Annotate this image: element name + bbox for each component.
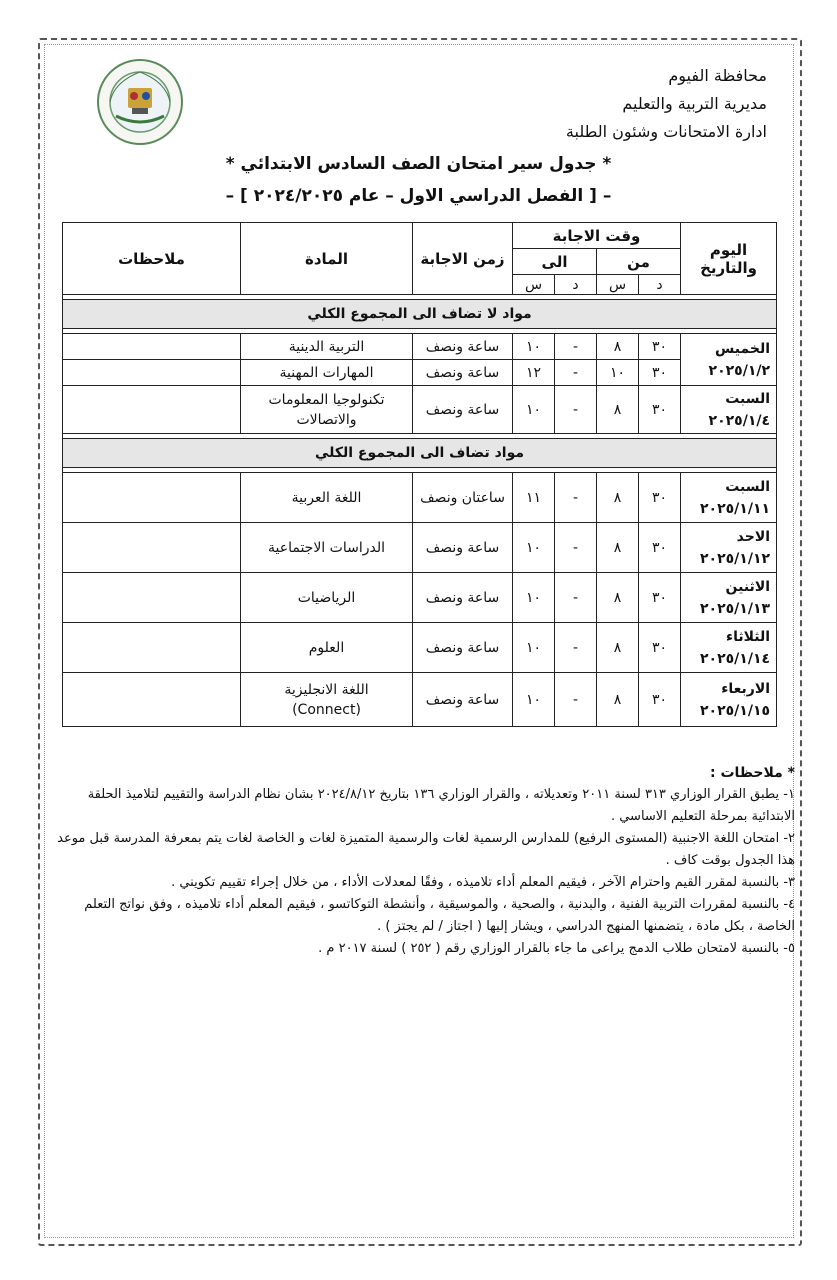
day-date: ٢٠٢٥/١/٢ — [708, 362, 771, 379]
from-min: ٣٠ — [639, 673, 681, 727]
notes-cell — [63, 360, 241, 386]
day-date: ٢٠٢٥/١/١٤ — [700, 650, 771, 667]
notes-cell — [63, 386, 241, 434]
day-name: الاثنين — [725, 578, 771, 595]
day-name: السبت — [725, 390, 771, 407]
duration: ساعة ونصف — [413, 523, 513, 573]
from-hour: ١٠ — [597, 360, 639, 386]
day-date: ٢٠٢٥/١/١٥ — [700, 702, 771, 719]
header-answer-time: وقت الاجابة — [513, 223, 681, 249]
to-hour: ١١ — [513, 473, 555, 523]
from-hour: ٨ — [597, 473, 639, 523]
header-to-min: د — [555, 275, 597, 295]
to-min: - — [555, 386, 597, 434]
section-counted: مواد تضاف الى المجموع الكلي — [63, 439, 777, 468]
day-date: ٢٠٢٥/١/١٢ — [700, 550, 771, 567]
from-min: ٣٠ — [639, 473, 681, 523]
from-hour: ٨ — [597, 334, 639, 360]
day-cell — [681, 473, 777, 523]
day-cell — [681, 573, 777, 623]
from-hour: ٨ — [597, 523, 639, 573]
duration: ساعة ونصف — [413, 623, 513, 673]
to-min: - — [555, 573, 597, 623]
from-min: ٣٠ — [639, 573, 681, 623]
header-to: الى — [513, 249, 597, 275]
day-name: السبت — [725, 478, 771, 495]
directorate-name: مديرية التربية والتعليم — [622, 94, 767, 113]
day-name: الاربعاء — [721, 680, 771, 697]
day-date: ٢٠٢٥/١/١١ — [700, 500, 771, 517]
note-item: ٣- بالنسبة لمقرر القيم واحترام الآخر ، فيقيم المعلم أداء تلاميذه ، وفقًا لمعدلات الأداء ، من خلال إجراء تقييم تكويني . — [171, 875, 795, 890]
header-day-date: اليوم والتاريخ — [681, 223, 777, 295]
header-block — [566, 62, 767, 146]
to-hour: ١٢ — [513, 360, 555, 386]
from-min: ٣٠ — [639, 523, 681, 573]
note-item: ٢- امتحان اللغة الاجنبية (المستوى الرفيع) للمدارس الرسمية لغات والرسمية المتميزة لغات و الخاصة لغات يتم بمعرفة المدرسة قبل موعد هذا الجدول بوقت كاف . — [57, 831, 795, 868]
to-min: - — [555, 334, 597, 360]
to-hour: ١٠ — [513, 334, 555, 360]
to-min: - — [555, 673, 597, 727]
from-min: ٣٠ — [639, 360, 681, 386]
from-hour: ٨ — [597, 623, 639, 673]
schedule-subtitle: – [ الفصل الدراسي الاول – عام ٢٠٢٤/٢٠٢٥ ] – — [225, 186, 612, 206]
subject: المهارات المهنية — [241, 360, 413, 386]
subject: اللغة العربية — [241, 473, 413, 523]
day-name: الخميس — [715, 340, 771, 357]
day-cell — [681, 523, 777, 573]
subject-line-2: (Connect) — [292, 701, 361, 718]
duration: ساعة ونصف — [413, 334, 513, 360]
to-min: - — [555, 623, 597, 673]
subject: تكنولوجيا المعلومات والاتصالات — [241, 386, 413, 434]
to-min: - — [555, 360, 597, 386]
to-hour: ١٠ — [513, 673, 555, 727]
duration: ساعتان ونصف — [413, 473, 513, 523]
day-date: ٢٠٢٥/١/١٣ — [700, 600, 771, 617]
header-duration: زمن الاجابة — [413, 223, 513, 295]
governorate-name: محافظة الفيوم — [668, 66, 767, 85]
header-subject: المادة — [241, 223, 413, 295]
header-notes: ملاحظات — [63, 223, 241, 295]
from-min: ٣٠ — [639, 386, 681, 434]
day-cell — [681, 673, 777, 727]
to-hour: ١٠ — [513, 573, 555, 623]
day-date: ٢٠٢٥/١/٤ — [708, 412, 771, 429]
to-min: - — [555, 473, 597, 523]
from-hour: ٨ — [597, 386, 639, 434]
note-item: ١- يطبق القرار الوزاري ٣١٣ لسنة ٢٠١١ وتعديلاته ، والقرار الوزاري ١٣٦ بتاريخ ٢٠٢٤/٨/١٢ بشان نظام الدراسة والتقييم لتلاميذ الحلقة الابتدائية بمرحلة التعليم الاساسي . — [87, 787, 795, 824]
note-item: ٥- بالنسبة لامتحان طلاب الدمج يراعى ما جاء بالقرار الوزاري رقم ( ٢٥٢ ) لسنة ٢٠١٧ م . — [318, 941, 795, 956]
subject: التربية الدينية — [241, 334, 413, 360]
duration: ساعة ونصف — [413, 573, 513, 623]
department-name: ادارة الامتحانات وشئون الطلبة — [565, 122, 767, 141]
from-min: ٣٠ — [639, 334, 681, 360]
to-hour: ١٠ — [513, 523, 555, 573]
subject — [241, 673, 413, 727]
from-min: ٣٠ — [639, 623, 681, 673]
notes-cell — [63, 334, 241, 360]
from-hour: ٨ — [597, 573, 639, 623]
exam-schedule-table — [62, 222, 777, 727]
from-hour: ٨ — [597, 673, 639, 727]
to-hour: ١٠ — [513, 386, 555, 434]
notes-cell — [63, 523, 241, 573]
day-cell — [681, 386, 777, 434]
to-hour: ١٠ — [513, 623, 555, 673]
notes-section — [47, 762, 795, 960]
notes-cell — [63, 473, 241, 523]
day-name: الثلاثاء — [725, 628, 771, 645]
header-to-hour: س — [513, 275, 555, 295]
duration: ساعة ونصف — [413, 386, 513, 434]
subject: الدراسات الاجتماعية — [241, 523, 413, 573]
duration: ساعة ونصف — [413, 360, 513, 386]
directorate-logo — [96, 58, 184, 146]
day-cell — [681, 334, 777, 386]
duration: ساعة ونصف — [413, 673, 513, 727]
note-item: ٤- بالنسبة لمقررات التربية الفنية ، والبدنية ، والصحية ، والموسيقية ، وأنشطة التوكاتسو ، فيقيم المعلم أداء تلاميذه ، وفق نواتج التعلم الخاصة ، بكل مادة ، يتضمنها المنهج الدراسي ، ويشار إليها ( اجتاز / لم يجتز ) . — [84, 897, 795, 934]
notes-cell — [63, 573, 241, 623]
header-from-min: د — [639, 275, 681, 295]
day-name: الاحد — [736, 528, 771, 545]
header-from-hour: س — [597, 275, 639, 295]
schedule-title: * جدول سير امتحان الصف السادس الابتدائي * — [225, 154, 612, 174]
subject-line: اللغة الانجليزية — [284, 681, 369, 698]
notes-heading: * ملاحظات : — [709, 765, 795, 781]
section-not-counted: مواد لا تضاف الى المجموع الكلي — [63, 300, 777, 329]
day-cell — [681, 623, 777, 673]
notes-cell — [63, 673, 241, 727]
subject: الرياضيات — [241, 573, 413, 623]
notes-cell — [63, 623, 241, 673]
to-min: - — [555, 523, 597, 573]
header-from: من — [597, 249, 681, 275]
subject: العلوم — [241, 623, 413, 673]
